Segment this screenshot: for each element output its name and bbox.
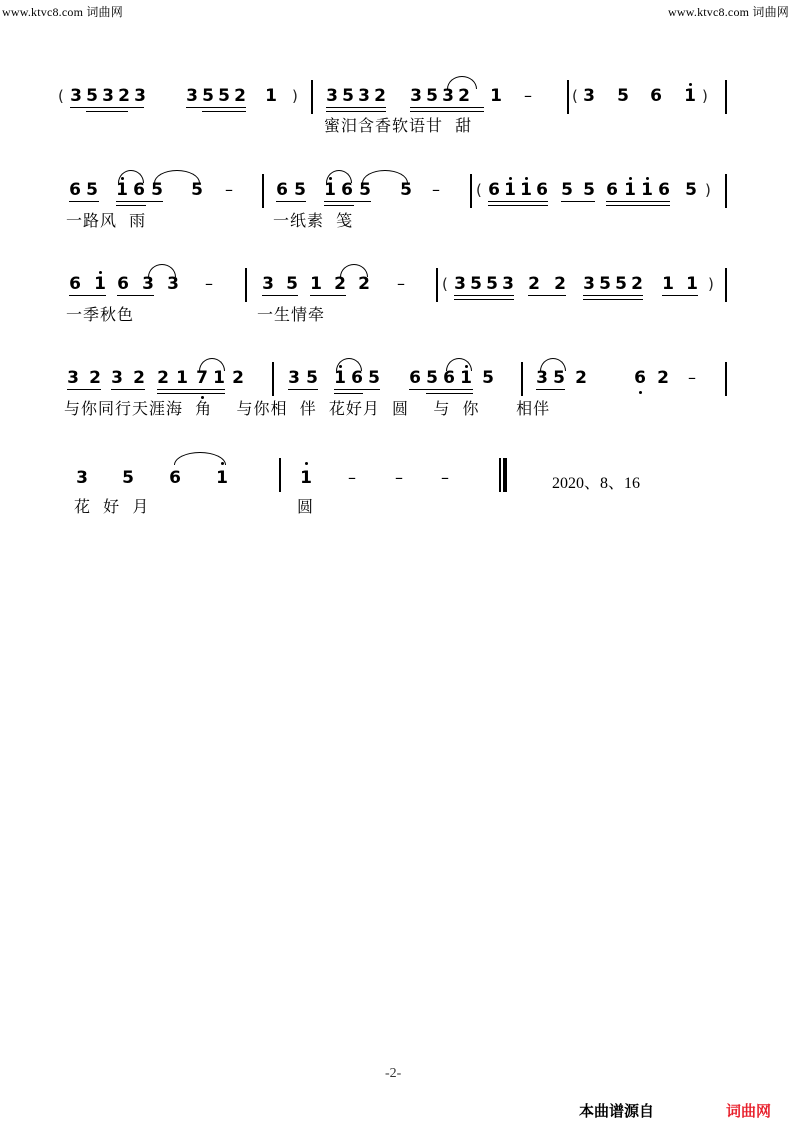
note: 5: [191, 180, 203, 200]
high-octave-dot: [99, 271, 102, 274]
underline-double: [324, 205, 354, 206]
underline: [324, 201, 371, 202]
note: 1: [116, 180, 128, 200]
note: 3: [142, 274, 154, 294]
lyrics-row: [0, 496, 793, 520]
note: 5: [583, 180, 595, 200]
note: 5: [553, 368, 565, 388]
lyric-line: 花 好 月: [74, 497, 150, 516]
note: 3: [167, 274, 179, 294]
watermark-left: www.ktvc8.com 词曲网: [2, 5, 123, 19]
note: 6: [69, 180, 81, 200]
note: 3: [502, 274, 514, 294]
note: 1: [662, 274, 674, 294]
note: 6: [117, 274, 129, 294]
final-bar-thick: [503, 458, 507, 492]
dash: –: [441, 468, 449, 487]
note: 1: [94, 274, 106, 294]
note: 1: [490, 86, 502, 106]
note: 5: [617, 86, 629, 106]
note: 2: [554, 274, 566, 294]
bar-line: [725, 80, 727, 114]
dash: –: [225, 180, 233, 199]
tie-arc: [447, 76, 477, 89]
dash: –: [432, 180, 440, 199]
underline: [70, 107, 144, 108]
lyrics-row: [0, 210, 793, 234]
underline-double: [583, 299, 643, 300]
close-paren: ): [708, 275, 714, 293]
note: 1: [334, 368, 346, 388]
note: 5: [342, 86, 354, 106]
note: 2: [358, 274, 370, 294]
bar-line: [311, 80, 313, 114]
underline: [111, 389, 145, 390]
dash: –: [397, 274, 405, 293]
note: 5: [400, 180, 412, 200]
note: 3: [583, 274, 595, 294]
note: 5: [561, 180, 573, 200]
note: 6: [634, 368, 646, 388]
note: 3: [102, 86, 114, 106]
notation-row: [0, 360, 793, 390]
underline-double: [202, 111, 246, 112]
tie-arc: [199, 358, 225, 371]
underline: [334, 389, 380, 390]
tie-arc: [336, 358, 362, 371]
tie-arc: [148, 264, 176, 277]
note: 1: [686, 274, 698, 294]
notation-row: [0, 266, 793, 296]
note: 5: [615, 274, 627, 294]
note: 5: [218, 86, 230, 106]
note: 2: [374, 86, 386, 106]
note: 3: [111, 368, 123, 388]
note: 5: [86, 180, 98, 200]
note: 5: [426, 86, 438, 106]
note: 2: [89, 368, 101, 388]
tie-arc: [362, 170, 408, 183]
final-bar-thin: [499, 458, 501, 492]
note: 1: [216, 468, 228, 488]
underline-double: [606, 205, 670, 206]
note: 3: [326, 86, 338, 106]
underline-double: [116, 205, 146, 206]
lyric-line: 一生情牵: [257, 305, 326, 324]
high-octave-dot: [509, 177, 512, 180]
bar-line: [262, 174, 264, 208]
dash: –: [205, 274, 213, 293]
tie-arc: [540, 358, 566, 371]
note: 1: [624, 180, 636, 200]
note: 6: [133, 180, 145, 200]
bar-line: [567, 80, 569, 114]
note: 1: [213, 368, 225, 388]
close-paren: ): [292, 87, 298, 105]
lyrics-row: [0, 115, 793, 139]
underline: [528, 295, 566, 296]
source-label: 本曲谱源自: [579, 1102, 655, 1120]
note: 5: [202, 86, 214, 106]
note: 6: [443, 368, 455, 388]
note: 2: [157, 368, 169, 388]
note: 2: [575, 368, 587, 388]
note: 6: [488, 180, 500, 200]
tie-arc: [154, 170, 200, 183]
lyrics-row: [0, 398, 793, 422]
underline: [262, 295, 298, 296]
underline: [69, 201, 99, 202]
note: 6: [341, 180, 353, 200]
underline-double: [86, 111, 128, 112]
high-octave-dot: [646, 177, 649, 180]
note: 2: [458, 86, 470, 106]
note: 2: [631, 274, 643, 294]
underline-double: [334, 393, 363, 394]
underline: [536, 389, 565, 390]
note: 5: [482, 368, 494, 388]
notation-row: [0, 456, 793, 492]
note: 7: [196, 368, 208, 388]
dash: –: [524, 86, 532, 105]
high-octave-dot: [525, 177, 528, 180]
note: 1: [520, 180, 532, 200]
dash: –: [348, 468, 356, 487]
low-octave-dot: [639, 391, 642, 394]
tie-arc: [446, 358, 472, 371]
note: 5: [294, 180, 306, 200]
underline: [583, 295, 643, 296]
underline-double: [410, 111, 484, 112]
high-octave-dot: [305, 462, 308, 465]
bar-line: [521, 362, 523, 396]
note: 6: [650, 86, 662, 106]
underline: [409, 389, 473, 390]
note: 2: [334, 274, 346, 294]
bar-line: [272, 362, 274, 396]
page-number: -2-: [385, 1066, 402, 1081]
tie-arc: [326, 170, 352, 183]
notation-row: [0, 78, 793, 108]
lyric-line: 一路风 雨: [66, 211, 147, 230]
watermark-right: www.ktvc8.com 词曲网: [668, 5, 789, 19]
lyric-line: 一季秋色: [66, 305, 135, 324]
underline: [67, 389, 101, 390]
lyric-line: 蜜汨含香软语甘 甜: [324, 116, 473, 135]
tie-arc: [118, 170, 144, 183]
underline: [561, 201, 595, 202]
underline: [288, 389, 318, 390]
lyric-line: 与你同行天涯海 角 与你相 伴 花好月 圆 与 你 相伴: [64, 399, 551, 418]
underline: [606, 201, 670, 202]
note: 5: [368, 368, 380, 388]
note: 6: [658, 180, 670, 200]
note: 5: [470, 274, 482, 294]
notation-row: [0, 172, 793, 202]
date-text: 2020、8、16: [552, 475, 641, 492]
note: 1: [310, 274, 322, 294]
open-paren: (: [572, 87, 578, 105]
note: 5: [151, 180, 163, 200]
note: 3: [70, 86, 82, 106]
note: 6: [606, 180, 618, 200]
bar-line: [470, 174, 472, 208]
note: 5: [86, 86, 98, 106]
underline-double: [454, 299, 514, 300]
note: 3: [442, 86, 454, 106]
lyric-line: 一纸素 笺: [273, 211, 354, 230]
high-octave-dot: [689, 83, 692, 86]
note: 3: [410, 86, 422, 106]
bar-line: [436, 268, 438, 302]
note: 6: [169, 468, 181, 488]
underline-double: [426, 393, 473, 394]
note: 3: [358, 86, 370, 106]
note: 2: [133, 368, 145, 388]
note: 5: [599, 274, 611, 294]
tie-arc: [174, 452, 226, 465]
note: 6: [69, 274, 81, 294]
note: 3: [454, 274, 466, 294]
dash: –: [688, 368, 696, 387]
note: 5: [486, 274, 498, 294]
underline-double: [157, 393, 225, 394]
note: 1: [176, 368, 188, 388]
note: 6: [351, 368, 363, 388]
bar-line: [725, 362, 727, 396]
note: 3: [76, 468, 88, 488]
open-paren: (: [442, 275, 448, 293]
bar-line: [245, 268, 247, 302]
note: 1: [324, 180, 336, 200]
underline-double: [326, 111, 386, 112]
note: 5: [122, 468, 134, 488]
note: 1: [265, 86, 277, 106]
source-site-link[interactable]: 词曲网: [726, 1102, 772, 1120]
note: 5: [359, 180, 371, 200]
note: 5: [306, 368, 318, 388]
close-paren: ): [705, 181, 711, 199]
open-paren: (: [58, 87, 64, 105]
open-paren: (: [476, 181, 482, 199]
lyric-line: 圆: [297, 497, 315, 516]
underline: [186, 107, 246, 108]
underline: [326, 107, 386, 108]
note: 3: [583, 86, 595, 106]
note: 2: [657, 368, 669, 388]
note: 5: [286, 274, 298, 294]
note: 3: [262, 274, 274, 294]
note: 1: [684, 86, 696, 106]
note: 1: [504, 180, 516, 200]
underline: [410, 107, 484, 108]
note: 3: [288, 368, 300, 388]
note: 5: [426, 368, 438, 388]
note: 1: [460, 368, 472, 388]
underline: [662, 295, 698, 296]
note: 1: [641, 180, 653, 200]
note: 2: [118, 86, 130, 106]
underline: [116, 201, 163, 202]
note: 2: [528, 274, 540, 294]
note: 6: [276, 180, 288, 200]
bar-line: [279, 458, 281, 492]
high-octave-dot: [629, 177, 632, 180]
note: 3: [536, 368, 548, 388]
note: 6: [409, 368, 421, 388]
underline: [310, 295, 346, 296]
note: 1: [300, 468, 312, 488]
note: 2: [232, 368, 244, 388]
underline: [454, 295, 514, 296]
underline: [276, 201, 306, 202]
note: 6: [536, 180, 548, 200]
close-paren: ): [702, 87, 708, 105]
underline-double: [488, 205, 548, 206]
note: 3: [134, 86, 146, 106]
tie-arc: [340, 264, 368, 277]
underline: [69, 295, 106, 296]
underline: [117, 295, 154, 296]
underline: [488, 201, 548, 202]
bar-line: [725, 268, 727, 302]
note: 5: [685, 180, 697, 200]
bar-line: [725, 174, 727, 208]
lyrics-row: [0, 304, 793, 328]
note: 3: [67, 368, 79, 388]
underline: [157, 389, 225, 390]
note: 2: [234, 86, 246, 106]
note: 3: [186, 86, 198, 106]
dash: –: [395, 468, 403, 487]
